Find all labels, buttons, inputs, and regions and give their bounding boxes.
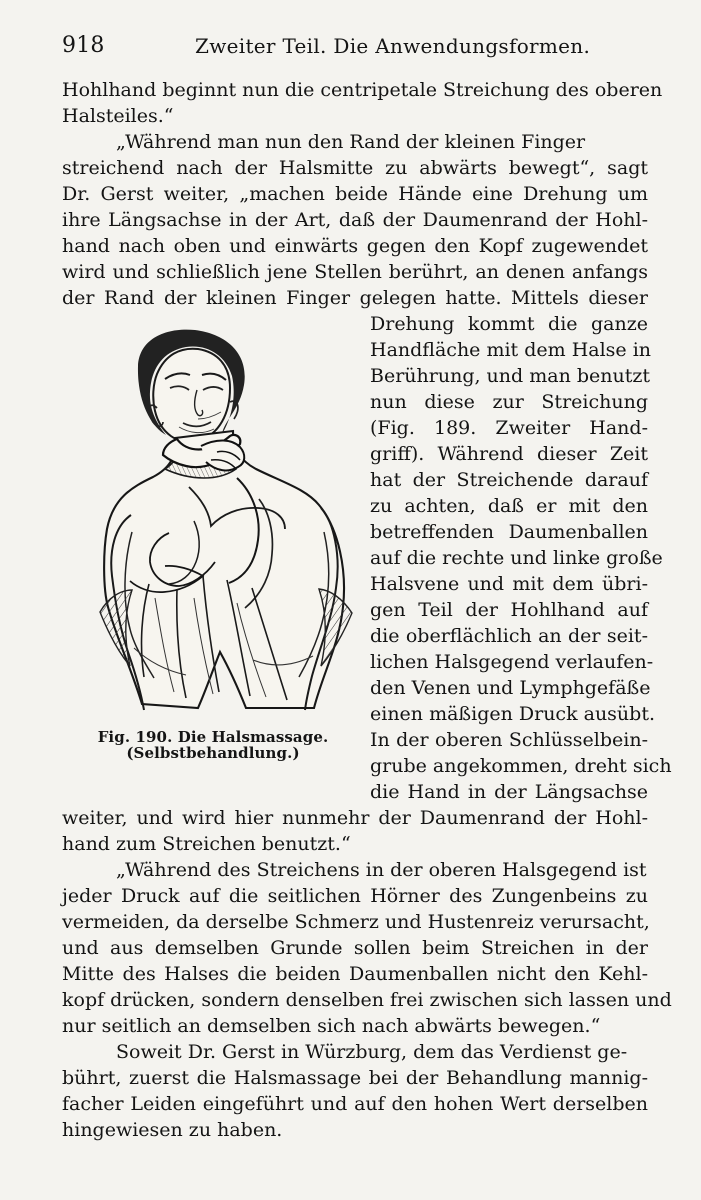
page-number: 918 xyxy=(62,33,105,58)
right-column-line: gen Teil der Hohlhand auf xyxy=(370,599,648,621)
body-line: hingewiesen zu haben. xyxy=(62,1119,283,1141)
right-column-line: Halsvene und mit dem übri- xyxy=(370,573,648,595)
right-column-line: einen mäßigen Druck ausübt. xyxy=(370,703,656,725)
body-line: vermeiden, da derselbe Schmerz und Hustenreiz verursacht, xyxy=(62,911,650,933)
body-line: facher Leiden eingeführt und auf den hohen Wert derselben xyxy=(62,1093,648,1115)
body-line: „Während man nun den Rand der kleinen Finger xyxy=(116,131,586,153)
running-header xyxy=(62,34,652,58)
right-column-line: die Hand in der Längsachse xyxy=(370,781,648,803)
right-column-line: betreffenden Daumenballen xyxy=(370,521,648,543)
right-column-line: hat der Streichende darauf xyxy=(370,469,648,491)
body-line: weiter, und wird hier nunmehr der Daumenrand der Hohl- xyxy=(62,807,648,829)
body-line: Hohlhand beginnt nun die centripetale Streichung des oberen xyxy=(62,79,663,101)
body-line: und aus demselben Grunde sollen beim Streichen in der xyxy=(62,937,648,959)
body-line: nur seitlich an demselben sich nach abwärts bewegen.“ xyxy=(62,1015,601,1037)
figure-caption-subtitle: (Selbstbehandlung.) xyxy=(126,744,300,762)
body-line: bührt, zuerst die Halsmassage bei der Behandlung mannig- xyxy=(62,1067,648,1089)
right-column-line: lichen Halsgegend verlaufen- xyxy=(370,651,654,673)
body-line: Dr. Gerst weiter, „machen beide Hände eine Drehung um xyxy=(62,183,648,205)
body-line: jeder Druck auf die seitlichen Hörner des Zungenbeins zu xyxy=(62,885,648,907)
body-line: der Rand der kleinen Finger gelegen hatte. Mittels dieser xyxy=(62,287,648,309)
right-column-line: Drehung kommt die ganze xyxy=(370,313,648,335)
right-column-line: zu achten, daß er mit den xyxy=(370,495,648,517)
body-line: wird und schließlich jene Stellen berührt, an denen anfangs xyxy=(62,261,648,283)
body-line: hand nach oben und einwärts gegen den Kopf zugewendet xyxy=(62,235,648,257)
right-column-line: (Fig. 189. Zweiter Hand- xyxy=(370,417,648,439)
body-line: streichend nach der Halsmitte zu abwärts bewegt“, sagt xyxy=(62,157,648,179)
right-column-line: Berührung, und man benutzt xyxy=(370,365,651,387)
right-column-line: In der oberen Schlüsselbein- xyxy=(370,729,648,751)
halsmassage-illustration xyxy=(95,318,357,718)
right-column-line: den Venen und Lymphgefäße xyxy=(370,677,651,699)
body-line: Mitte des Halses die beiden Daumenballen nicht den Kehl- xyxy=(62,963,648,985)
running-title: Zweiter Teil. Die Anwendungsformen. xyxy=(195,34,591,58)
right-column-line: Handfläche mit dem Halse in xyxy=(370,339,652,361)
right-column-line: grube angekommen, dreht sich xyxy=(370,755,672,777)
body-line: Halsteiles.“ xyxy=(62,105,174,127)
body-line: ihre Längsachse in der Art, daß der Daumenrand der Hohl- xyxy=(62,209,648,231)
figure-caption-title: Fig. 190. Die Halsmassage. xyxy=(97,728,329,746)
figure-190 xyxy=(95,318,357,746)
body-line: kopf drücken, sondern denselben frei zwischen sich lassen und xyxy=(62,989,672,1011)
body-line: „Während des Streichens in der oberen Halsgegend ist xyxy=(116,859,647,881)
right-column-line: nun diese zur Streichung xyxy=(370,391,648,413)
body-line: Soweit Dr. Gerst in Würzburg, dem das Verdienst ge- xyxy=(116,1041,628,1063)
right-column-line: auf die rechte und linke große xyxy=(370,547,663,569)
right-column-line: die oberflächlich an der seit- xyxy=(370,625,648,647)
right-column-line: griff). Während dieser Zeit xyxy=(370,443,648,465)
body-line: hand zum Streichen benutzt.“ xyxy=(62,833,351,855)
